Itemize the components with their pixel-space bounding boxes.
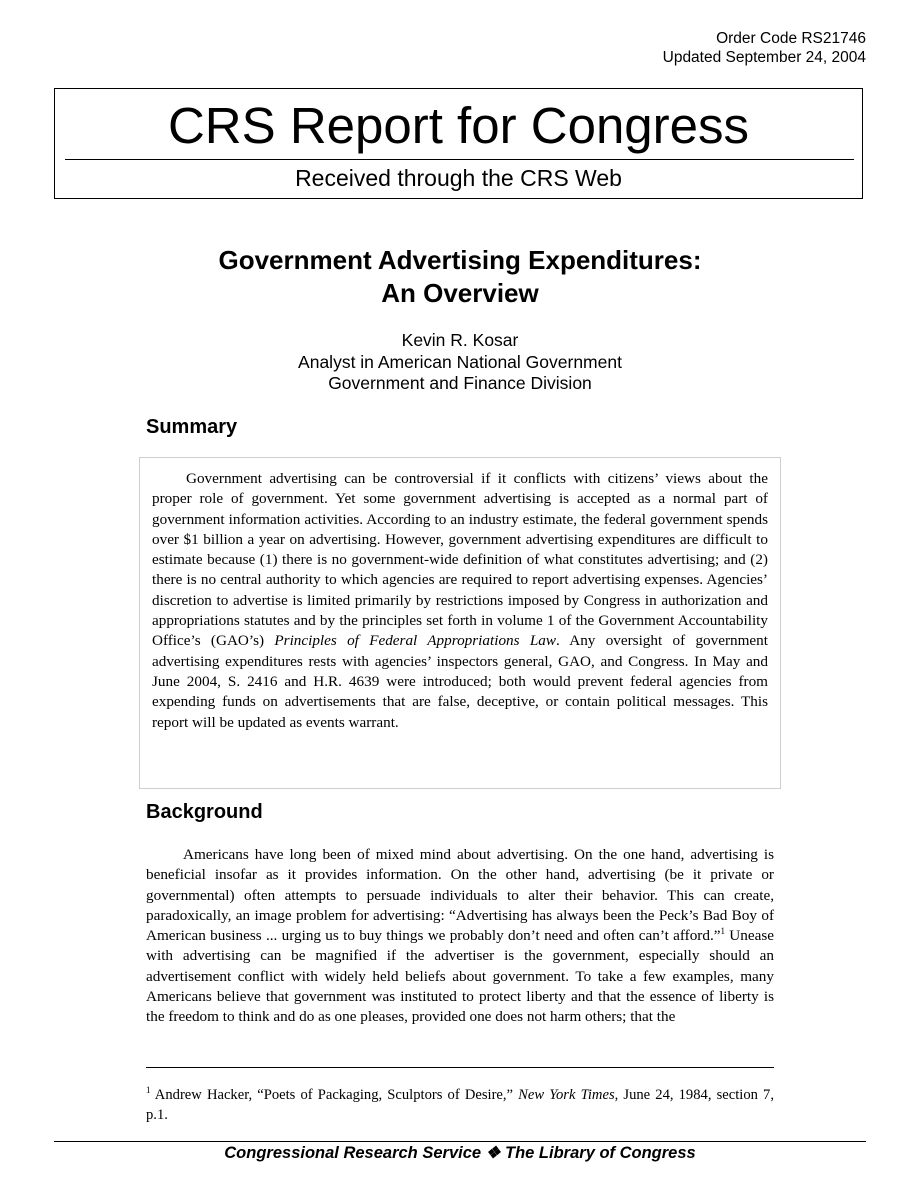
footnote bbox=[146, 1085, 774, 1125]
author-division: Government and Finance Division bbox=[328, 373, 592, 393]
banner-title: CRS Report for Congress bbox=[167, 97, 750, 154]
background-heading: Background bbox=[146, 801, 263, 823]
page-footer: Congressional Research Service ❖ The Library of Congress bbox=[224, 1144, 696, 1162]
footnote-divider bbox=[146, 1067, 774, 1068]
author-name: Kevin R. Kosar bbox=[401, 330, 519, 350]
summary-text-end: . Any oversight of government advertising expenditures rests with agencies’ inspectors general, GAO, and Congress. In May and June 2004, S. 2416 and H.R. 4639 were introduced; both would prevent federal agencies from expending funds on advertisements that are false, deceptive, or contain political messages. This report will be updated as events warrant. bbox=[152, 632, 768, 731]
order-code-block bbox=[663, 29, 866, 67]
summary-box bbox=[139, 457, 781, 789]
summary-text-start: Government advertising can be controversial if it conflicts with citizens’ views about the proper role of government. Yet some government advertising is accepted as a normal part of government information activities. According to an industry estimate, the federal government spends over $1 billion a year on advertising. However, government advertising expenditures are difficult to estimate because (1) there is no government-wide definition of what constitutes advertising; and (2) there is no central authority to which agencies are required to report advertising expenses. Agencies’ discretion to advertise is limited primarily by restrictions imposed by Congress in authorization and appropriations statutes and by the principles set forth in volume 1 of the Government Accountability Office’s (GAO’s) bbox=[152, 470, 768, 650]
summary-italic-title: Principles of Federal Appropriations Law bbox=[274, 632, 556, 650]
report-title-line-1: Government Advertising Expenditures: bbox=[218, 245, 702, 275]
footnote-text-end: , June 24, 1984, section 7, p.1. bbox=[146, 1087, 774, 1123]
author-role: Analyst in American National Government bbox=[298, 351, 622, 372]
summary-heading: Summary bbox=[146, 416, 238, 438]
footnote-text-start: Andrew Hacker, “Poets of Packaging, Sculptors of Desire,” bbox=[150, 1087, 519, 1103]
report-title-line-2: An Overview bbox=[381, 278, 539, 308]
banner-subtitle: Received through the CRS Web bbox=[295, 165, 622, 191]
footnote-number: 1 bbox=[146, 1085, 151, 1096]
background-paragraph bbox=[146, 845, 774, 1028]
updated-date: Updated September 24, 2004 bbox=[662, 49, 866, 66]
background-text-end: Unease with advertising can be magnified if the advertiser is the government, especially should an advertisement conflict with widely held beliefs about government. To take a few examples, many Americans believe that government was instituted to protect liberty and that the essence of liberty is the freedom to think and do as one pleases, provided one does not harm others; that the bbox=[146, 927, 774, 1026]
banner-divider bbox=[65, 159, 854, 160]
background-text-start: Americans have long been of mixed mind about advertising. On the one hand, advertising is beneficial insofar as it provides information. On the other hand, advertising (be it private or governmental) often attempts to persuade individuals to alter their behavior. This can create, paradoxically, an image problem for advertising: “Advertising has always been the Peck’s Bad Boy of American business ... urging us to buy things we probably don’t need and often can’t afford.” bbox=[146, 846, 774, 945]
report-title bbox=[0, 244, 920, 310]
footnote-reference: 1 bbox=[720, 926, 725, 937]
summary-paragraph bbox=[152, 469, 768, 733]
footer-divider bbox=[54, 1141, 866, 1142]
footnote-italic-source: New York Times bbox=[518, 1087, 615, 1103]
report-banner bbox=[54, 88, 863, 199]
order-code: Order Code RS21746 bbox=[716, 30, 866, 47]
author-block bbox=[0, 330, 920, 395]
